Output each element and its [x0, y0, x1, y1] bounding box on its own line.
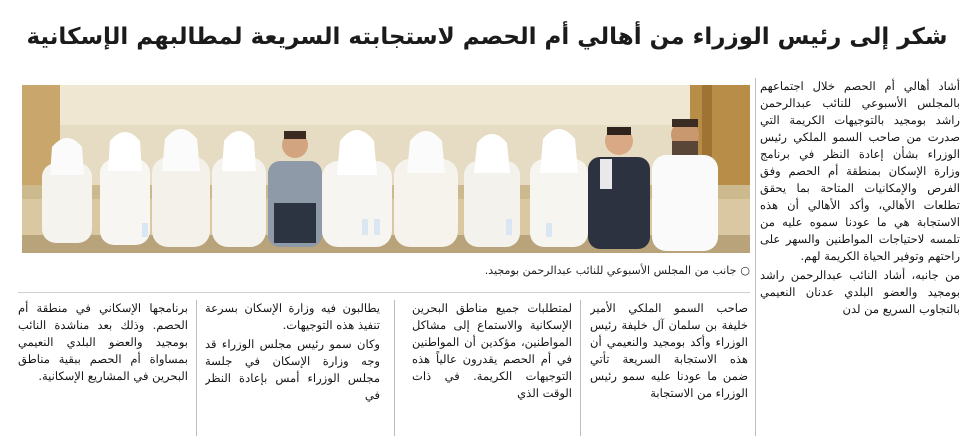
article-column-bottom-1: [590, 300, 748, 436]
paragraph: برنامجها الإسكاني في منطقة أم الحصم. وذلك بعد مناشدة النائب بومجيد والعضو البلدي النعيمي بمساواة أم الحصم ببقية مناطق البحرين في المشاريع الإسكانية.: [18, 301, 188, 383]
caption-bullet-icon: ○: [740, 264, 750, 277]
paragraph: يطالبون فيه وزارة الإسكان بسرعة تنفيذ هذه التوجيهات.: [205, 301, 380, 332]
photo-caption: [230, 262, 750, 280]
column-divider: [580, 300, 581, 436]
column-divider: [196, 300, 197, 436]
article-column-bottom-3: [205, 300, 380, 436]
meeting-photo-illustration: [22, 85, 750, 253]
paragraph: لمتطلبات جميع مناطق البحرين الإسكانية والاستماع إلى مشاكل المواطنين، مؤكدين أن المواطنين في أم الحصم يقدرون عالياً هذه التوجيهات الكريمة. في ذات الوقت الذي: [412, 301, 572, 400]
photo-caption-text: جانب من المجلس الأسبوعي للنائب عبدالرحمن بومجيد.: [484, 264, 737, 277]
column-divider: [755, 78, 756, 436]
article-photo: [22, 85, 750, 253]
caption-divider: [18, 292, 750, 293]
paragraph: صاحب السمو الملكي الأمير خليفة بن سلمان آل خليفة رئيس الوزراء وأكد بومجيد والنعيمي أن هذه الاستجابة السريعة تأتي ضمن ما عودنا عليه سمو رئيس الوزراء من الاستجابة: [590, 301, 748, 400]
headline: شكر إلى رئيس الوزراء من أهالي أم الحصم لاستجابته السريعة لمطالبهم الإسكانية: [26, 24, 948, 50]
paragraph: من جانبه، أشاد النائب عبدالرحمن راشد بومجيد والعضو البلدي عدنان النعيمي بالتجاوب السريع من لدن: [760, 268, 960, 316]
paragraph: أشاد أهالي أم الحصم خلال اجتماعهم بالمجلس الأسبوعي للنائب عبدالرحمن راشد بومجيد بالتوجيهات الكريمة التي صدرت من صاحب السمو الملكي رئيس الوزراء بشأن إعادة النظر في برنامج وزارة الإسكان بمنطقة أم الحصم وفق الفرص والإمكانيات المتاحة بما يحقق تطلعات الأهالي، وأكد الأهالي أن هذه الاستجابة هي ما عودنا سموه عليه من تلمسه لاحتياجات المواطنين والسهر على راحتهم وتوفير الحياة الكريمة لهم.: [760, 79, 960, 263]
article-column-right: [760, 78, 960, 436]
article-column-bottom-4: [18, 300, 188, 436]
paragraph: وكان سمو رئيس مجلس الوزراء قد وجه وزارة الإسكان في جلسة مجلس الوزراء أمس بإعادة النظر في: [205, 337, 380, 402]
column-divider: [394, 300, 395, 436]
article-column-bottom-2: [412, 300, 572, 436]
